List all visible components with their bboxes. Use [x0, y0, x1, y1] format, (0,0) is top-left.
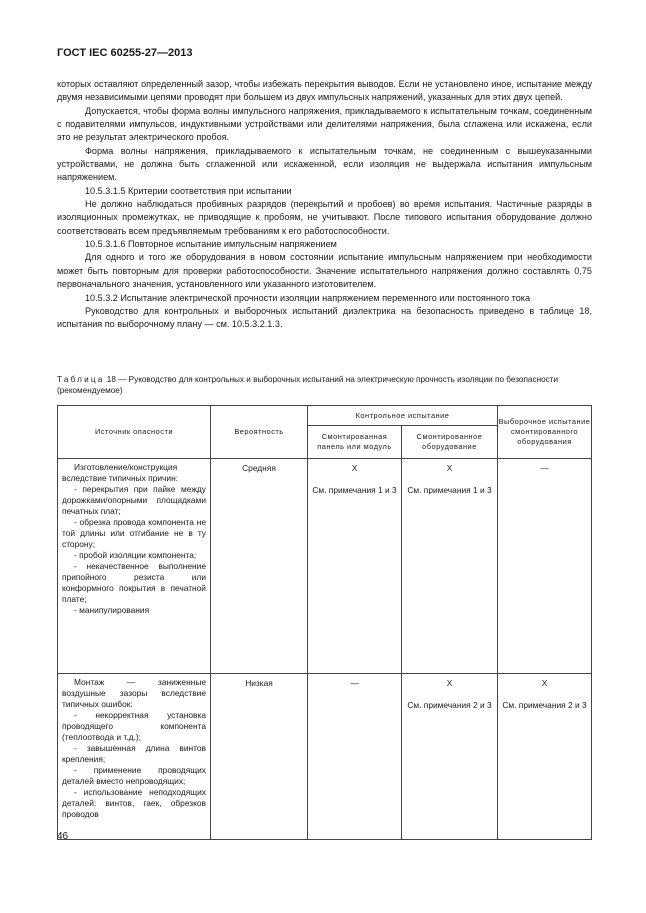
header-mounted-equipment: Смонтированное оборудование: [402, 426, 498, 459]
table-row: [58, 459, 592, 674]
header-mounted-panel: Смонтированная панель или модуль: [308, 426, 402, 459]
body-text: [57, 78, 592, 332]
table-row: [58, 674, 592, 840]
paragraph: Форма волны напряжения, прикладываемого к испытательным точкам, не соединенным с вышеуказанными устройствами, не должна быть сглаженной или искаженной, если изоляция не выдержала испытания импульсным напряжением.: [57, 145, 592, 183]
paragraph: Не должно наблюдаться пробивных разрядов (перекрытий и пробоев) во время испытания. Частичные разряды в изоляционных промежутках, не приводящие к пробоям, не учитывают. После типового испытания оборудование должно соответствовать всем предъявляемым требованиям к его работоспособности.: [57, 199, 592, 236]
sample-cell: X См. примечания 2 и 3: [498, 674, 592, 840]
table-caption-text: 18 — Руководство для контрольных и выборочных испытаний на электрическую прочность изоляции по безопасности (рекомендуемое): [57, 375, 559, 395]
table-caption: [57, 374, 597, 396]
panel-cell: —: [308, 674, 402, 840]
header-sample-test: Выборочное испытание смонтированного оборудования: [498, 406, 592, 459]
header-source: Источник опасности: [58, 406, 211, 459]
table-18: [57, 405, 592, 840]
paragraph: Для одного и того же оборудования в новом состоянии испытание импульсным напряжением при необходимости может быть повторным для проверки работоспособности. Значение испытательного напряжения должно составлять 0,75 первоначального значения, установленного или указанного изготовителем.: [57, 252, 592, 290]
document-header: ГОСТ IEC 60255-27—2013: [57, 47, 193, 59]
section-heading: 10.5.3.2 Испытание электрической прочности изоляции напряжением переменного или постоянного тока: [85, 292, 531, 303]
equipment-cell: X См. примечания 2 и 3: [402, 674, 498, 840]
header-control-test: Контрольное испытание: [308, 406, 498, 426]
section-heading: 10.5.3.1.5 Критерии соответствия при испытании: [85, 185, 292, 196]
table-caption-label: Таблица: [57, 375, 105, 384]
section-heading: 10.5.3.1.6 Повторное испытание импульсным напряжением: [85, 239, 337, 250]
sample-cell: —: [498, 459, 592, 674]
source-cell: Монтаж — заниженные воздушные зазоры вследствие типичных ошибок: - некорректная установка проводящего компонента (теплоотвода и т.д.); - завышенная длина винтов крепления; - применение проводящих деталей вместо непроводящих; - использование неподходящих деталей: винтов, гаек, обрезков проводов: [58, 674, 211, 840]
panel-cell: X См. примечания 1 и 3: [308, 459, 402, 674]
source-cell: Изготовление/конструкция вследствие типичных причин: - перекрытия при пайке между дорожками/опорными площадками печатных плат; - обрезка провода компонента не той длины или отгибание не в ту сторону; - пробой изоляции компонента; - некачественное выполнение припойного резиста или конформного покрытия в печатной плате; - манипулирования: [58, 459, 211, 674]
paragraph: Допускается, чтобы форма волны импульсного напряжения, прикладываемого к испытательным точкам, соединенным с подавителями импульсов, индуктивными устройствами или делителями напряжения, была сглажена или искажена, если это не результат электрического пробоя.: [57, 105, 592, 143]
header-probability: Вероятность: [211, 406, 308, 459]
paragraph: которых оставляют определенный зазор, чтобы избежать перекрытия выводов. Если не установлено иное, испытание между двумя независимыми цепями проводят при большем из двух импульсных напряжений, указанных для этих двух цепей.: [57, 79, 592, 103]
probability-cell: Средняя: [211, 459, 308, 674]
page-number: 46: [57, 831, 69, 842]
equipment-cell: X См. примечания 1 и 3: [402, 459, 498, 674]
paragraph: Руководство для контрольных и выборочных испытаний диэлектрика на безопасность приведено в таблице 18, испытания по выборочному плану — см. 10.5.3.2.1.3.: [57, 305, 592, 330]
probability-cell: Низкая: [211, 674, 308, 840]
